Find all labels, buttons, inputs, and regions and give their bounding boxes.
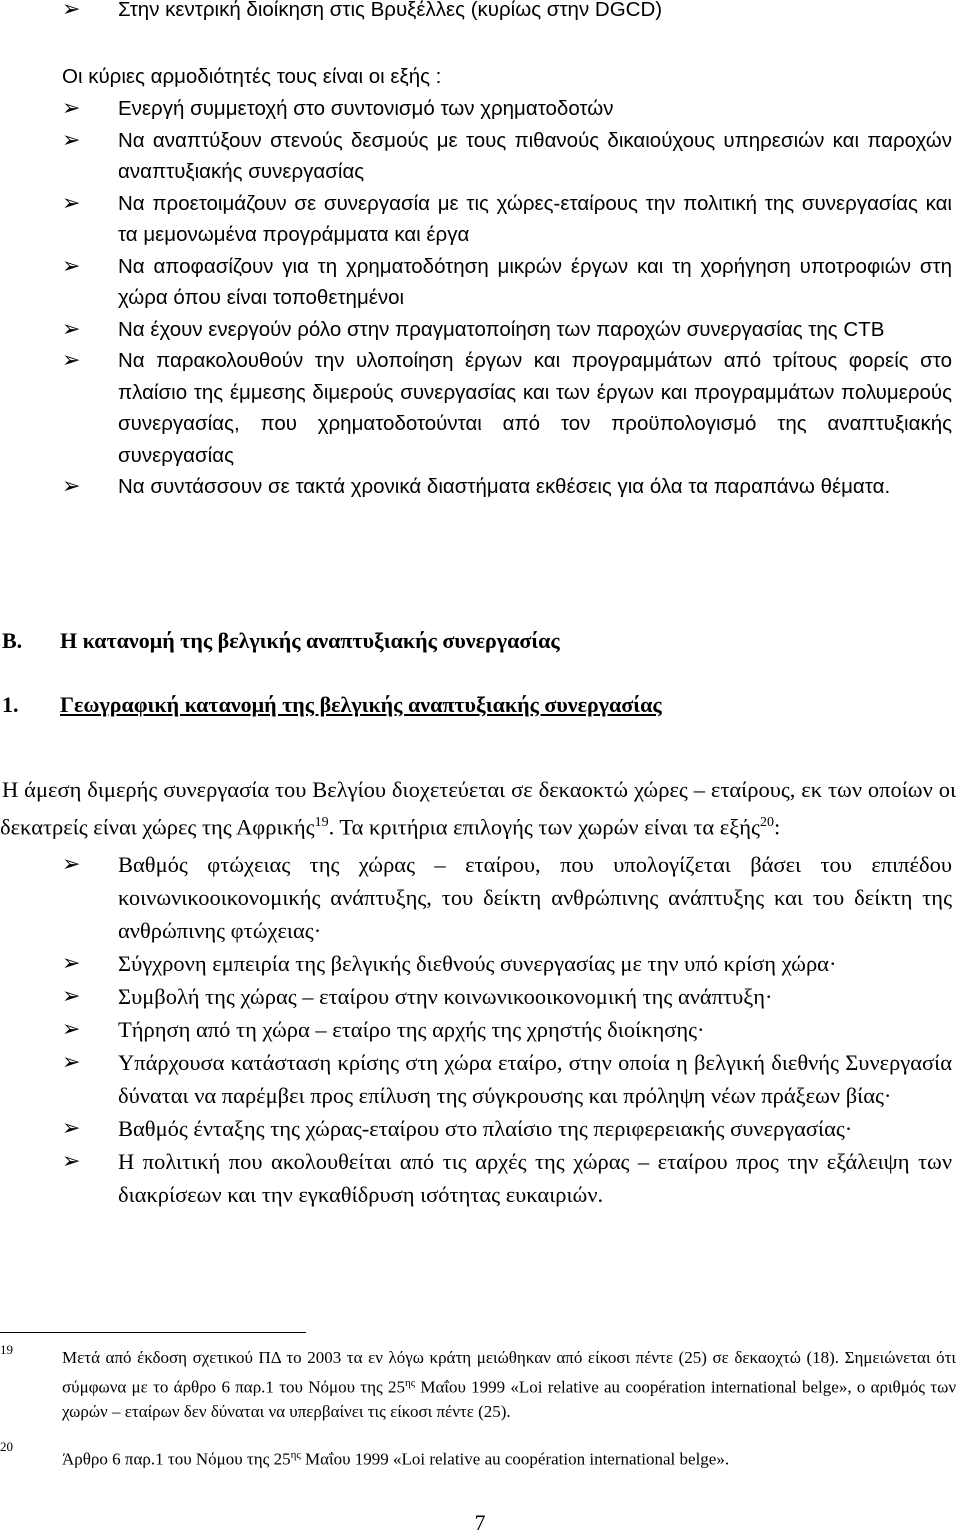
list-item-text: Υπάρχουσα κατάσταση κρίσης στη χώρα εταίρο, στην οποία η βελγική διεθνής Συνεργασία δύναται να παρέμβει προς επίλυση της σύγκρουσης και πρόληψη νέων πράξεων βίας· [118,1050,952,1108]
page-number: 7 [474,1510,486,1535]
list-item [0,471,956,503]
list-item [0,251,956,314]
arrowhead-bullet-icon: ➢ [62,474,81,499]
paragraph-text: : [773,814,781,839]
criteria-list [0,848,956,1211]
footnote-separator [0,1332,306,1333]
arrowhead-bullet-icon: ➢ [62,984,81,1009]
footnote-ref-19[interactable]: 19 [314,814,329,830]
footnote-text [0,1346,956,1424]
footnote-number: 19 [0,1342,13,1357]
subsection-title: Γεωγραφική κατανομή της βελγικής αναπτυξιακής συνεργασίας [60,692,662,717]
list-item [0,848,956,947]
arrowhead-bullet-icon: ➢ [62,1017,81,1042]
list-item-text: Τήρηση από τη χώρα – εταίρο της αρχής της χρηστής διοίκησης· [118,1017,705,1042]
duties-intro: Οι κύριες αρμοδιότητές τους είναι οι εξής : [62,65,442,88]
list-item-text: Σύγχρονη εμπειρία της βελγικής διεθνούς συνεργασίας με την υπό κρίση χώρα· [118,951,837,976]
list-item [0,125,956,188]
list-item [0,345,956,471]
footnote-text-part: Μαΐου 1999 «Loi relative au coopération international belge», ο αριθμός των χωρών – εταίρων δεν δύναται να υπερβαίνει τις είκοσι πέντε (25). [62,1377,957,1421]
arrowhead-bullet-icon: ➢ [62,190,81,216]
section-number: Β. [2,628,23,653]
ordinal-suffix: ης [290,1449,301,1461]
subsection-heading-1 [2,690,662,720]
list-item [0,1112,956,1145]
arrowhead-bullet-icon: ➢ [62,951,81,976]
arrowhead-bullet-icon: ➢ [62,0,81,22]
arrowhead-bullet-icon: ➢ [62,96,81,121]
arrowhead-bullet-icon: ➢ [62,253,81,279]
footnote-ref-20[interactable]: 20 [759,814,774,830]
list-item-text: Να αναπτύξουν στενούς δεσμούς με τους πιθανούς δικαιούχους υπηρεσιών και παροχών αναπτυξιακής συνεργασίας [118,128,952,183]
arrowhead-bullet-icon: ➢ [62,316,81,342]
list-item-text: Συμβολή της χώρας – εταίρου στην κοινωνικοοικονομική της ανάπτυξη· [118,984,773,1009]
list-item-text: Να προετοιμάζουν σε συνεργασία με τις χώρες-εταίρους την πολιτική της συνεργασίας και τα μεμονωμένα προγράμματα και έργα [118,191,952,246]
list-item [0,980,956,1013]
footnote-19 [0,1342,957,1424]
subsection-number: 1. [2,692,19,717]
section-title: Η κατανομή της βελγικής αναπτυξιακής συνεργασίας [60,628,560,653]
list-item [0,93,956,125]
list-item [0,0,956,26]
footnote-text-part: Μαΐου 1999 «Loi relative au coopération international belge». [300,1449,730,1469]
body-paragraph [0,773,956,844]
list-item [0,1046,956,1112]
list-item [0,188,956,251]
arrowhead-bullet-icon: ➢ [62,127,81,153]
arrowhead-bullet-icon: ➢ [62,1149,81,1174]
footnote-text-part: Μετά από έκδοση σχετικού ΠΔ το 2003 τα εν λόγω κράτη μειώθηκαν από είκοσι πέντε (25) σε δεκαοχτώ (18). Σημειώνεται ότι σύμφωνα με το άρθρο 6 παρ.1 του Νόμου της 25 [62,1348,956,1397]
list-item-text: Ενεργή συμμετοχή στο συντονισμό των χρηματοδοτών [118,97,614,120]
footnote-20 [0,1439,956,1472]
list-item [0,1013,956,1046]
duties-list [0,93,956,503]
footnote-number: 20 [0,1439,13,1454]
list-item [0,947,956,980]
footnote-text [0,1443,956,1472]
section-heading-b [2,626,560,656]
list-item-text: Βαθμός φτώχειας της χώρας – εταίρου, που υπολογίζεται βάσει του επιπέδου κοινωνικοοικονομικής ανάπτυξης, του δείκτη ανθρώπινης ανάπτυξης και του δείκτη της ανθρώπινης φτώχειας· [118,852,952,943]
paragraph-text: . Τα κριτήρια επιλογής των χωρών είναι τα εξής [328,814,760,839]
list-item-text: Να έχουν ενεργούν ρόλο στην πραγματοποίηση των παροχών συνεργασίας της CTB [118,317,885,341]
arrowhead-bullet-icon: ➢ [62,348,81,373]
arrowhead-bullet-icon: ➢ [62,852,81,877]
list-item [0,1145,956,1211]
list-item [0,314,956,346]
ordinal-suffix: ης [405,1376,416,1389]
list-item-text: Να παρακολουθούν την υλοποίηση έργων και προγραμμάτων από τρίτους φορείς στο πλαίσιο της έμμεσης διμερούς συνεργασίας και των έργων και προγραμμάτων πολυμερούς συνεργασίας, που χρηματοδοτούνται από τον προϋπολογισμό της αναπτυξιακής συνεργασίας [118,349,952,467]
list-item-text: Να αποφασίζουν για τη χρηματοδότηση μικρών έργων και τη χορήγηση υποτροφιών στη χώρα όπου είναι τοποθετημένοι [118,254,952,309]
arrowhead-bullet-icon: ➢ [62,1050,81,1075]
list-item-text: Να συντάσσουν σε τακτά χρονικά διαστήματα εκθέσεις για όλα τα παραπάνω θέματα. [118,475,891,498]
list-item-text: Η πολιτική που ακολουθείται από τις αρχές της χώρας – εταίρου προς την εξάλειψη των διακρίσεων και την εγκαθίδρυση ισότητας ευκαιριών. [118,1149,952,1207]
arrowhead-bullet-icon: ➢ [62,1116,81,1141]
footnote-text-part: Άρθρο 6 παρ.1 του Νόμου της 25 [62,1449,291,1469]
list-item-text: Βαθμός ένταξης της χώρας-εταίρου στο πλαίσιο της περιφερειακής συνεργασίας· [118,1116,853,1141]
top-bullet-list [0,0,956,26]
paragraph-text: Η άμεση διμερής συνεργασία του Βελγίου διοχετεύεται σε δεκαοκτώ χώρες – εταίρους, εκ των οποίων οι δεκατρείς είναι χώρες της Αφρικής [0,776,956,839]
list-item-text: Στην κεντρική διοίκηση στις Βρυξέλλες (κυρίως στην DGCD) [118,0,663,21]
